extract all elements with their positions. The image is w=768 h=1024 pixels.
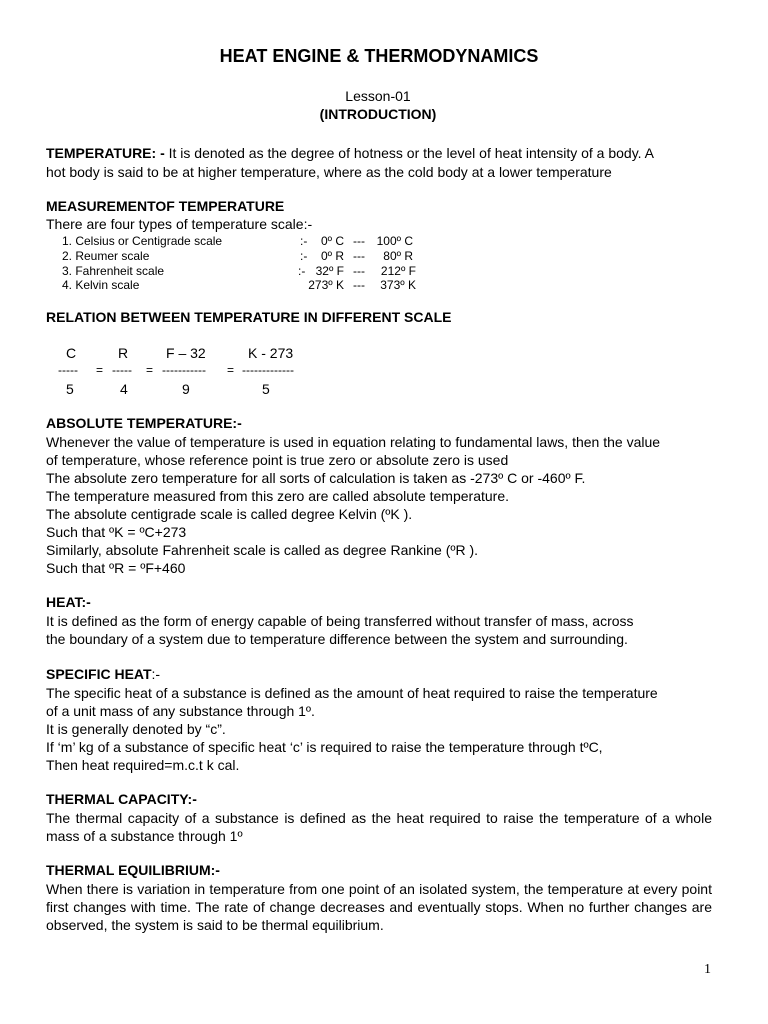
heat-line: the boundary of a system due to temperature difference between the system and surrounding. [46, 631, 628, 647]
scale-name: 1. Celsius or Centigrade scale [62, 234, 223, 248]
absolute-line: of temperature, whose reference point is true zero or absolute zero is used [46, 452, 509, 468]
scale-low: 32º F [315, 264, 344, 278]
specific-heat-heading-text: SPECIFIC HEAT [46, 666, 152, 682]
temperature-paragraph [46, 144, 654, 162]
page-number: 1 [704, 962, 711, 977]
scale-low: 0º C [320, 234, 344, 248]
scale-high: 100º C [376, 234, 413, 248]
fraction-bar: ------------- [242, 363, 294, 377]
absolute-line: Similarly, absolute Fahrenheit scale is called as degree Rankine (ºR ). [46, 542, 479, 558]
equals-sign: = [227, 363, 235, 377]
scale-high: 373º K [380, 278, 416, 292]
scale-sep: :- [300, 249, 308, 263]
thermal-equilibrium-text: When there is variation in temperature from one point of an isolated system, the temperature at every point first changes with time. The rate of change decreases and eventually stops. When no further changes are observed, the system is said to be thermal equilibrium. [46, 881, 712, 933]
thermal-capacity-text: The thermal capacity of a substance is defined as the heat required to raise the temperature of a whole mass of a substance through 1º [46, 810, 712, 844]
denominator-f: 9 [182, 381, 190, 397]
scale-sep: :- [298, 264, 306, 278]
temperature-line-2: hot body is said to be at higher temperature, where as the cold body at a lower temperature [46, 164, 612, 180]
fraction-bar: ----- [58, 363, 78, 377]
scale-name: 2. Reumer scale [62, 249, 150, 263]
scale-dash: --- [353, 249, 365, 263]
scale-low: 273º K [308, 278, 344, 292]
scale-name: 4. Kelvin scale [62, 278, 140, 292]
absolute-line: Such that ºR = ºF+460 [46, 560, 186, 576]
absolute-line: Whenever the value of temperature is used in equation relating to fundamental laws, then the value [46, 434, 661, 450]
specific-heat-line: The specific heat of a substance is defined as the amount of heat required to raise the temperature [46, 685, 658, 701]
thermal-capacity-heading: THERMAL CAPACITY:- [46, 791, 197, 807]
fraction-bar: ----- [112, 363, 132, 377]
measurement-heading: MEASUREMENTOF TEMPERATURE [46, 198, 285, 214]
specific-heat-heading-suffix: :- [151, 666, 161, 682]
scale-name: 3. Fahrenheit scale [62, 264, 165, 278]
specific-heat-line: Then heat required=m.c.t k cal. [46, 757, 240, 773]
temperature-heading: TEMPERATURE: - [46, 145, 165, 161]
numerator-c: C [66, 345, 77, 361]
lesson-subtitle: (INTRODUCTION) [319, 106, 437, 122]
absolute-heading: ABSOLUTE TEMPERATURE:- [46, 415, 242, 431]
thermal-equilibrium-heading: THERMAL EQUILIBRIUM:- [46, 862, 220, 878]
denominator-c: 5 [66, 381, 74, 397]
numerator-k: K - 273 [248, 345, 294, 361]
numerator-r: R [118, 345, 129, 361]
heat-heading: HEAT:- [46, 594, 91, 610]
specific-heat-heading [46, 665, 160, 683]
specific-heat-line: of a unit mass of any substance through 1º. [46, 703, 315, 719]
relation-heading: RELATION BETWEEN TEMPERATURE IN DIFFERENT SCALE [46, 309, 452, 325]
fraction-bar: ----------- [162, 363, 206, 377]
page-title: HEAT ENGINE & THERMODYNAMICS [219, 46, 539, 66]
scale-high: 80º R [383, 249, 413, 263]
absolute-line: Such that ºK = ºC+273 [46, 524, 187, 540]
equals-sign: = [96, 363, 104, 377]
scale-dash: --- [353, 264, 365, 278]
measurement-intro: There are four types of temperature scale:- [46, 216, 313, 232]
specific-heat-line: If ‘m’ kg of a substance of specific heat ‘c’ is required to raise the temperature through tºC, [46, 739, 603, 755]
equals-sign: = [146, 363, 154, 377]
absolute-line: The absolute zero temperature for all sorts of calculation is taken as -273º C or -460º F. [46, 470, 586, 486]
temperature-line-1: It is denoted as the degree of hotness or the level of heat intensity of a body. A [168, 145, 655, 161]
lesson-number: Lesson-01 [345, 88, 411, 104]
scale-low: 0º R [320, 249, 344, 263]
denominator-r: 4 [120, 381, 128, 397]
scale-sep: :- [300, 234, 308, 248]
denominator-k: 5 [262, 381, 270, 397]
scale-dash: --- [353, 234, 365, 248]
scale-dash: --- [353, 278, 365, 292]
numerator-f: F – 32 [166, 345, 206, 361]
heat-line: It is defined as the form of energy capable of being transferred without transfer of mass, across [46, 613, 634, 629]
specific-heat-line: It is generally denoted by “c”. [46, 721, 226, 737]
absolute-line: The temperature measured from this zero are called absolute temperature. [46, 488, 510, 504]
absolute-line: The absolute centigrade scale is called degree Kelvin (ºK ). [46, 506, 413, 522]
scale-high: 212º F [380, 264, 416, 278]
